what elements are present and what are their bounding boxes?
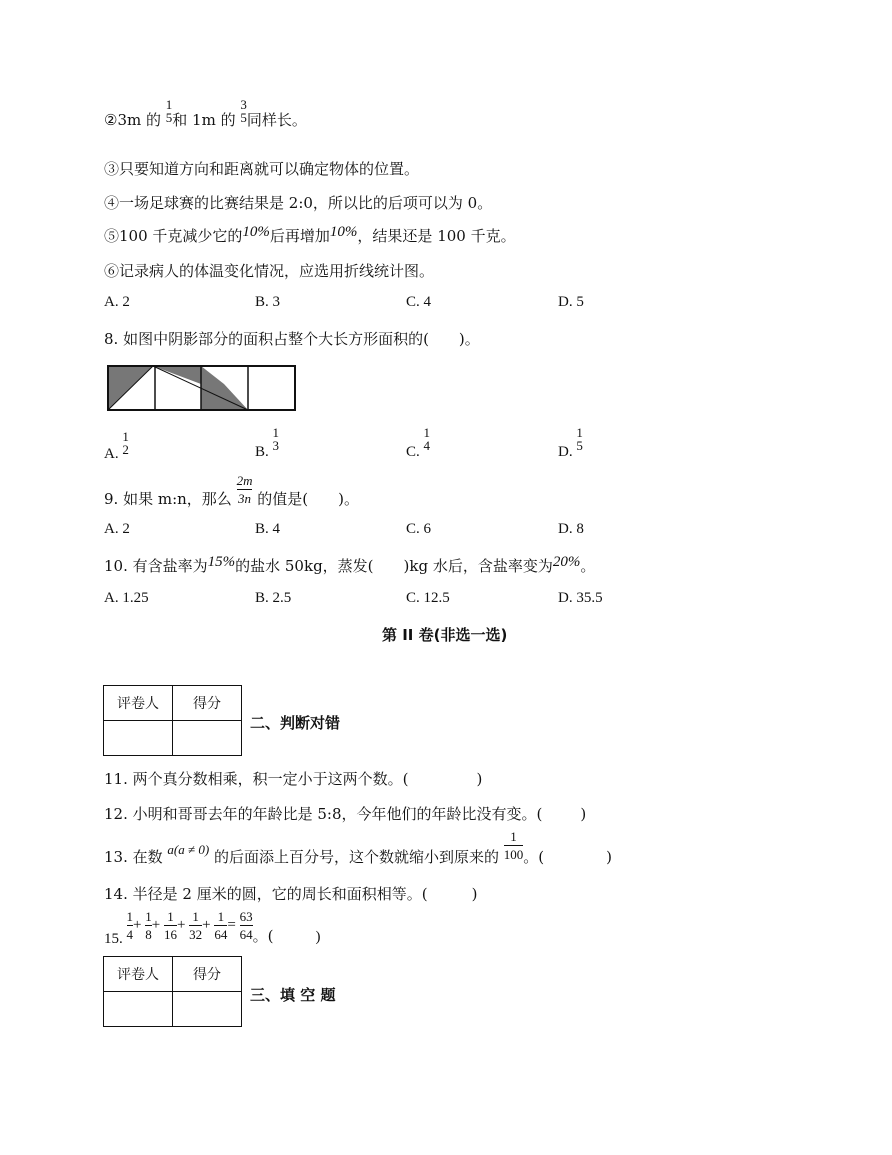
denominator: 64	[239, 927, 253, 942]
percent: 10%	[329, 224, 358, 240]
numerator: 1	[126, 909, 133, 924]
text: 3m 的	[117, 111, 161, 129]
q8-option-b[interactable]	[255, 425, 280, 461]
fraction	[166, 98, 173, 124]
numerator: 1	[510, 829, 517, 844]
numerator: 1	[145, 909, 152, 924]
denominator: 5	[240, 110, 247, 125]
denominator: 16	[163, 927, 177, 942]
text: 11. 两个真分数相乘，积一定小于这两个数。(	[104, 770, 409, 788]
q15-question: 15. $\frac{1}{4}$ + $\frac{1}{8}$ + $\frac{1}{16}$ + $\frac{1}{32}$ + $\frac{1}{64}$ = $\frac{63}{64}$ 。( )	[104, 909, 321, 947]
text: 的值是( )。	[257, 489, 359, 508]
statement-2	[104, 97, 307, 134]
numerator: 2m	[236, 473, 253, 488]
answer-paren[interactable]: )	[476, 770, 483, 788]
score-cell[interactable]	[173, 992, 242, 1027]
denominator: 8	[145, 927, 152, 942]
q7-option-a[interactable]: A. 2	[104, 294, 130, 310]
shaded-triangle-2	[153, 366, 201, 384]
fraction	[424, 426, 431, 452]
statement-5	[104, 225, 516, 246]
numerator: 1	[192, 909, 199, 924]
numerator: 63	[239, 909, 253, 924]
fraction	[576, 426, 583, 452]
denominator: 2	[122, 442, 129, 457]
percent: 20%	[552, 554, 581, 570]
fraction	[122, 430, 129, 456]
statement-3: ③只要知道方向和距离就可以确定物体的位置。	[104, 160, 420, 178]
option-label: D.	[558, 444, 573, 461]
shaded-rectangle-figure	[106, 364, 298, 414]
q8-question: 8. 如图中阴影部分的面积占整个大长方形面积的( )。	[104, 330, 480, 348]
q12-question	[104, 803, 586, 824]
q11-question	[104, 768, 482, 789]
denominator: 4	[126, 927, 133, 942]
statement-4: ④一场足球赛的比赛结果是 2:0，所以比的后项可以为 0。	[104, 194, 493, 212]
q9-option-a[interactable]: A. 2	[104, 521, 130, 537]
q13-question	[104, 829, 612, 866]
fraction	[504, 830, 524, 861]
fraction	[240, 98, 247, 124]
fraction	[214, 910, 227, 941]
score-header: 得分	[173, 686, 242, 721]
numerator: 1	[576, 425, 583, 440]
section-3-title: 三、填 空 题	[250, 986, 336, 1004]
fraction	[273, 426, 280, 452]
text: ⑤100 千克减少它的	[104, 227, 243, 245]
fraction	[189, 910, 202, 941]
numerator: 3	[240, 97, 247, 112]
denominator: 5	[576, 438, 583, 453]
part2-title: 第 II 卷(非选一选)	[382, 626, 508, 644]
option-label: A.	[104, 446, 119, 463]
q8-option-c[interactable]	[406, 425, 431, 461]
answer-paren[interactable]: )	[580, 805, 587, 823]
numerator: 1	[217, 909, 225, 924]
item-marker: ②	[104, 111, 118, 129]
numerator: 1	[423, 425, 431, 440]
fraction	[240, 910, 253, 941]
q8-option-a[interactable]	[104, 429, 129, 463]
q9-option-c[interactable]: C. 6	[406, 521, 432, 537]
fraction	[237, 474, 253, 505]
percent: 15%	[207, 554, 236, 570]
text: 。	[580, 557, 596, 575]
math-expression: a(a ≠ 0)	[167, 841, 210, 857]
denominator: 32	[189, 927, 203, 942]
grader-cell[interactable]	[104, 992, 173, 1027]
percent: 10%	[242, 224, 270, 240]
q10-option-b[interactable]: B. 2.5	[255, 590, 292, 606]
denominator: 5	[165, 110, 173, 125]
grader-header: 评卷人	[104, 686, 173, 721]
q7-option-d[interactable]: D. 5	[558, 294, 584, 310]
denominator: 64	[214, 927, 228, 942]
answer-paren[interactable]: )	[471, 885, 478, 903]
fraction	[127, 910, 134, 941]
numerator: 1	[165, 97, 173, 112]
score-cell[interactable]	[173, 721, 242, 756]
q9-option-b[interactable]: B. 4	[255, 521, 281, 537]
answer-paren[interactable]: )	[315, 928, 321, 945]
q9-option-d[interactable]: D. 8	[558, 521, 584, 537]
q9-question	[104, 473, 359, 508]
q10-question	[104, 555, 595, 576]
q8-option-d[interactable]	[558, 425, 583, 461]
text: ，结果还是 100 千克。	[357, 227, 516, 245]
grader-header: 评卷人	[104, 957, 173, 992]
score-header: 得分	[173, 957, 242, 992]
text: 。(	[523, 847, 545, 866]
text: 10. 有含盐率为	[104, 557, 208, 575]
q10-option-c[interactable]: C. 12.5	[406, 590, 450, 606]
q14-question	[104, 883, 477, 904]
score-table-2	[103, 956, 242, 1027]
denominator: 3	[272, 438, 280, 453]
q10-option-d[interactable]: D. 35.5	[558, 590, 603, 606]
numerator: 1	[167, 909, 174, 924]
fraction	[164, 910, 177, 941]
denominator: 4	[423, 438, 431, 453]
section-2-title: 二、判断对错	[250, 714, 341, 732]
text: 的后面添上百分号，这个数就缩小到原来的	[213, 847, 499, 866]
text: 同样长。	[246, 111, 307, 129]
text: 和 1m 的	[172, 111, 236, 129]
score-table	[103, 685, 242, 756]
q7-option-c[interactable]: C. 4	[406, 294, 432, 310]
text: 。(	[252, 926, 274, 945]
denominator: 100	[503, 847, 524, 862]
text: 9. 如果 m:n，那么	[104, 489, 232, 508]
fraction	[145, 910, 152, 941]
option-label: C.	[406, 444, 420, 461]
statement-6: ⑥记录病人的体温变化情况，应选用折线统计图。	[104, 262, 435, 280]
text: 12. 小明和哥哥去年的年龄比是 5:8，今年他们的年龄比没有变。(	[104, 805, 543, 823]
numerator: 1	[272, 425, 280, 440]
text: 的盐水 50kg，蒸发( )kg 水后，含盐率变为	[235, 557, 553, 575]
question-number: 15.	[104, 930, 123, 947]
numerator: 1	[122, 429, 129, 444]
q7-option-b[interactable]: B. 3	[255, 294, 281, 310]
q10-option-a[interactable]: A. 1.25	[104, 590, 149, 606]
text: 后再增加	[269, 227, 330, 245]
option-label: B.	[255, 444, 269, 461]
answer-paren[interactable]: )	[606, 847, 612, 866]
text: 14. 半径是 2 厘米的圆，它的周长和面积相等。(	[104, 885, 428, 903]
denominator: 3n	[238, 491, 252, 506]
text: 13. 在数	[104, 847, 163, 866]
grader-cell[interactable]	[104, 721, 173, 756]
